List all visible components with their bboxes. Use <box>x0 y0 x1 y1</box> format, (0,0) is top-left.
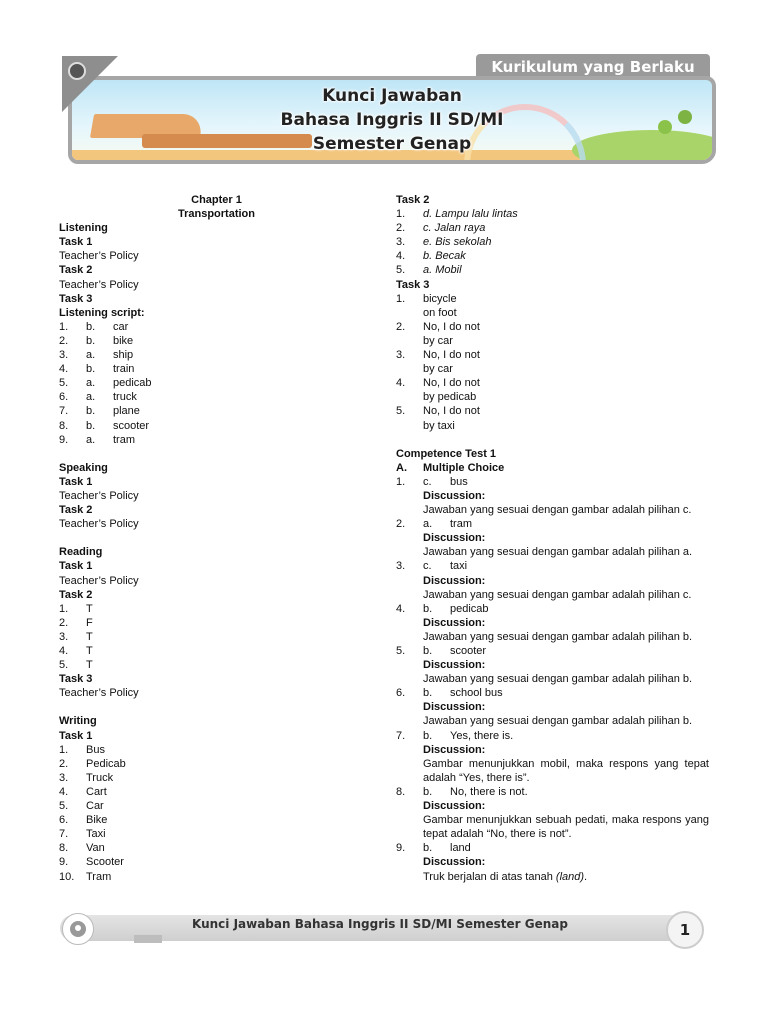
page-title: Kunci Jawaban Bahasa Inggris II SD/MI Semester Genap <box>280 86 504 154</box>
discussion-body: Jawaban yang sesuai dengan gambar adalah pilihan b. <box>423 673 693 686</box>
writing-list <box>59 743 374 884</box>
discussion-body: Jawaban yang sesuai dengan gambar adalah pilihan c. <box>423 588 692 601</box>
discussion-body: Gambar menunjukkan sebuah pedati, maka respons yang tepat adalah “No, there is not”. <box>423 814 709 841</box>
choice-letter: b. <box>86 363 96 376</box>
choice-word: school bus <box>450 687 503 700</box>
choice-letter: a. <box>423 518 433 531</box>
task-heading: Task 3 <box>59 673 93 686</box>
section-heading: Writing <box>59 715 97 728</box>
task2-list <box>396 207 709 277</box>
list-item <box>396 475 709 489</box>
discussion-body: Jawaban yang sesuai dengan gambar adalah pilihan b. <box>423 715 693 728</box>
answer-text: No, I do not <box>423 320 480 333</box>
task-heading: Task 2 <box>59 264 93 277</box>
answer-word: Car <box>86 800 104 813</box>
item-number: 6. <box>396 687 406 700</box>
discussion-text <box>396 870 709 884</box>
list-item <box>59 348 374 362</box>
list-item <box>59 785 374 799</box>
choice-letter: b. <box>86 320 96 333</box>
task-heading: Task 1 <box>59 560 93 573</box>
item-number: 5. <box>59 800 69 813</box>
discussion-body: Truk berjalan di atas tanah <box>423 870 553 883</box>
corner-dot-icon <box>68 62 86 80</box>
item-number: 6. <box>59 391 69 404</box>
script-heading: Listening script: <box>59 306 145 319</box>
answer-text: by car <box>423 334 453 347</box>
choice-word: truck <box>113 391 137 404</box>
item-number: 9. <box>59 856 69 869</box>
list-item <box>59 813 374 827</box>
choice-word: Yes, there is. <box>450 729 514 742</box>
answer-text: by taxi <box>423 419 455 432</box>
list-item <box>59 433 374 447</box>
answer-text: bicycle <box>423 292 457 305</box>
choice-word: bike <box>113 334 134 347</box>
list-item <box>396 235 709 249</box>
list-item <box>396 221 709 235</box>
choice-word: train <box>113 363 135 376</box>
choice-word: land <box>450 842 471 855</box>
discussion-label: Discussion: <box>423 532 486 545</box>
list-item <box>59 320 374 334</box>
item-number: 4. <box>59 645 69 657</box>
item-number: 2. <box>59 616 69 629</box>
task-heading: Task 3 <box>396 278 430 291</box>
list-item <box>396 292 709 306</box>
item-number: 1. <box>59 743 69 756</box>
discussion-body: Jawaban yang sesuai dengan gambar adalah pilihan c. <box>423 504 692 517</box>
tf-answer: T <box>86 630 93 643</box>
footer-title: Kunci Jawaban Bahasa Inggris II SD/MI Semester Genap <box>191 917 568 931</box>
discussion-text <box>396 545 709 559</box>
list-item <box>59 362 374 376</box>
answer-text: b. Becak <box>423 250 466 263</box>
tf-answer: T <box>86 602 93 615</box>
item-number: 8. <box>59 842 69 855</box>
list-item <box>59 771 374 785</box>
section-heading: Listening <box>59 222 108 235</box>
item-number: 1. <box>396 208 406 221</box>
list-item <box>396 263 709 277</box>
discussion-label: Discussion: <box>423 659 486 672</box>
answer-text: Teacher’s Policy <box>59 250 139 263</box>
item-number: 7. <box>59 405 69 418</box>
list-item <box>59 799 374 813</box>
answer-text: on foot <box>423 306 457 319</box>
choice-letter: b. <box>423 729 433 742</box>
discussion-body: Jawaban yang sesuai dengan gambar adalah pilihan b. <box>423 630 693 643</box>
answer-word: Bus <box>86 743 105 756</box>
discussion-label: Discussion: <box>423 701 486 714</box>
section-heading: Reading <box>59 546 103 559</box>
list-item <box>396 841 709 855</box>
answer-text: No, I do not <box>423 377 480 390</box>
task-heading: Task 2 <box>59 588 93 601</box>
choice-letter: b. <box>423 645 433 657</box>
discussion-body: Gambar menunjukkan mobil, maka respons yang tepat adalah “Yes, there is”. <box>423 757 709 784</box>
answer-text: Teacher’s Policy <box>59 687 139 700</box>
item-number: 5. <box>396 264 406 277</box>
list-item <box>396 376 709 390</box>
choice-word: tram <box>450 518 472 531</box>
choice-word: car <box>113 320 129 333</box>
list-item <box>59 841 374 855</box>
item-number: 9. <box>396 842 406 855</box>
choice-letter: c. <box>423 475 432 488</box>
answer-text: Teacher’s Policy <box>59 574 139 587</box>
choice-word: scooter <box>450 645 487 657</box>
item-number: 2. <box>396 222 406 235</box>
item-number: 9. <box>59 433 69 446</box>
list-item <box>59 870 374 884</box>
item-number: 3. <box>59 771 69 784</box>
choice-word: tram <box>113 433 135 446</box>
answer-word: Scooter <box>86 856 124 869</box>
list-item <box>59 757 374 771</box>
list-item <box>59 376 374 390</box>
header-banner <box>68 76 716 164</box>
discussion-text <box>396 757 709 785</box>
answer-word: Truck <box>86 771 114 784</box>
item-number: 5. <box>59 659 69 672</box>
list-item <box>396 785 709 799</box>
item-number: 4. <box>59 363 69 376</box>
item-number: 2. <box>396 518 406 531</box>
answer-word: Cart <box>86 785 107 798</box>
item-number: 3. <box>396 236 406 249</box>
section-heading: Speaking <box>59 461 108 474</box>
item-number: 5. <box>59 377 69 390</box>
choice-letter: b. <box>423 842 433 855</box>
choice-word: pedicab <box>450 602 489 615</box>
discussion-body: Jawaban yang sesuai dengan gambar adalah pilihan a. <box>423 546 693 559</box>
choice-letter: b. <box>86 405 96 418</box>
discussion-text <box>396 588 709 602</box>
item-number: 1. <box>396 475 406 488</box>
page-footer <box>60 909 710 947</box>
discussion-label: Discussion: <box>423 489 486 502</box>
list-item <box>396 348 709 362</box>
tf-answer: T <box>86 659 93 672</box>
item-number: 2. <box>396 320 406 333</box>
list-item <box>59 602 374 616</box>
answer-text: No, I do not <box>423 349 480 362</box>
choice-letter: a. <box>86 349 96 362</box>
page-number: 1 <box>666 911 704 949</box>
chapter-number: Chapter 1 <box>191 194 242 206</box>
list-item <box>396 320 709 334</box>
tf-answer: T <box>86 645 93 657</box>
discussion-label: Discussion: <box>423 743 486 756</box>
choice-word: ship <box>113 349 134 362</box>
item-number: 3. <box>59 349 69 362</box>
choice-word: No, there is not. <box>450 785 528 798</box>
answer-text: Teacher’s Policy <box>59 489 139 502</box>
test-heading: Competence Test 1 <box>396 447 497 460</box>
answer-text: Teacher’s Policy <box>59 518 139 531</box>
list-item <box>59 827 374 841</box>
section-a-heading: A. Multiple Choice <box>396 461 505 474</box>
item-number: 8. <box>59 419 69 432</box>
list-item <box>396 249 709 263</box>
choice-word: taxi <box>450 560 468 573</box>
list-item <box>396 602 709 616</box>
discussion-text <box>396 630 709 644</box>
choice-word: bus <box>450 475 468 488</box>
item-number: 4. <box>396 377 406 390</box>
choice-word: scooter <box>113 419 150 432</box>
item-number: 1. <box>396 292 406 305</box>
list-item <box>59 743 374 757</box>
choice-letter: b. <box>86 419 96 432</box>
choice-word: pedicab <box>113 377 152 390</box>
choice-letter: b. <box>423 602 433 615</box>
choice-word: plane <box>113 405 140 418</box>
answer-text: Teacher’s Policy <box>59 278 139 291</box>
answer-text: by pedicab <box>423 391 477 404</box>
answer-word: Van <box>86 842 105 855</box>
task3-list <box>396 292 709 433</box>
item-number: 10. <box>59 870 75 883</box>
list-item <box>59 616 374 630</box>
answer-word: Taxi <box>86 828 106 841</box>
answer-text: d. Lampu lalu lintas <box>423 208 518 221</box>
answer-text: by car <box>423 363 453 376</box>
discussion-label: Discussion: <box>423 856 486 869</box>
discussion-label: Discussion: <box>423 616 486 629</box>
discussion-text <box>396 503 709 517</box>
discussion-text <box>396 714 709 728</box>
list-item <box>396 686 709 700</box>
page-header <box>62 54 710 158</box>
task-heading: Task 2 <box>59 504 93 517</box>
task-heading: Task 2 <box>396 194 430 206</box>
item-number: 8. <box>396 785 406 798</box>
list-item <box>396 559 709 573</box>
list-item <box>59 644 374 658</box>
discussion-label: Discussion: <box>423 574 486 587</box>
choice-letter: c. <box>423 560 432 573</box>
right-column <box>396 193 709 884</box>
discussion-label: Discussion: <box>423 800 486 813</box>
answer-word: Pedicab <box>86 757 126 770</box>
tf-answer: F <box>86 616 93 629</box>
list-item <box>396 729 709 743</box>
list-item <box>396 644 709 658</box>
curriculum-tab: Kurikulum yang Berlaku <box>476 54 710 80</box>
task-heading: Task 3 <box>59 292 93 305</box>
discussion-italic: (land) <box>555 870 585 883</box>
item-number: 5. <box>396 405 406 418</box>
list-item <box>59 658 374 672</box>
list-item <box>59 334 374 348</box>
item-number: 4. <box>396 250 406 263</box>
list-item <box>59 390 374 404</box>
list-item <box>59 404 374 418</box>
discussion-text <box>396 672 709 686</box>
multiple-choice-list <box>396 475 709 884</box>
discussion-end: . <box>584 870 588 883</box>
item-number: 2. <box>59 757 69 770</box>
item-number: 3. <box>396 349 406 362</box>
answer-text: No, I do not <box>423 405 480 418</box>
script-list <box>59 320 374 447</box>
true-false-list <box>59 602 374 672</box>
item-number: 6. <box>59 814 69 827</box>
item-number: 3. <box>396 560 406 573</box>
answer-word: Bike <box>86 814 108 827</box>
task-heading: Task 1 <box>59 729 93 742</box>
item-number: 7. <box>59 828 69 841</box>
item-number: 5. <box>396 645 406 657</box>
list-item <box>396 517 709 531</box>
list-item <box>396 207 709 221</box>
answer-word: Tram <box>86 870 112 883</box>
choice-letter: b. <box>86 334 96 347</box>
item-number: 1. <box>59 602 69 615</box>
chapter-title: Transportation <box>177 208 255 221</box>
choice-letter: b. <box>423 785 433 798</box>
left-column <box>59 193 374 884</box>
item-number: 4. <box>396 602 406 615</box>
answer-text: a. Mobil <box>423 264 462 277</box>
item-number: 1. <box>59 320 69 333</box>
list-item <box>396 404 709 418</box>
list-item <box>59 630 374 644</box>
answer-text: e. Bis sekolah <box>423 236 492 249</box>
item-number: 7. <box>396 729 406 742</box>
choice-letter: a. <box>86 377 96 390</box>
task-heading: Task 1 <box>59 236 93 249</box>
list-item <box>59 419 374 433</box>
item-number: 4. <box>59 785 69 798</box>
choice-letter: a. <box>86 391 96 404</box>
choice-letter: b. <box>423 687 433 700</box>
item-number: 3. <box>59 630 69 643</box>
choice-letter: a. <box>86 433 96 446</box>
answer-text: c. Jalan raya <box>423 222 486 235</box>
task-heading: Task 1 <box>59 475 93 488</box>
list-item <box>59 855 374 869</box>
discussion-text <box>396 813 709 841</box>
item-number: 2. <box>59 334 69 347</box>
